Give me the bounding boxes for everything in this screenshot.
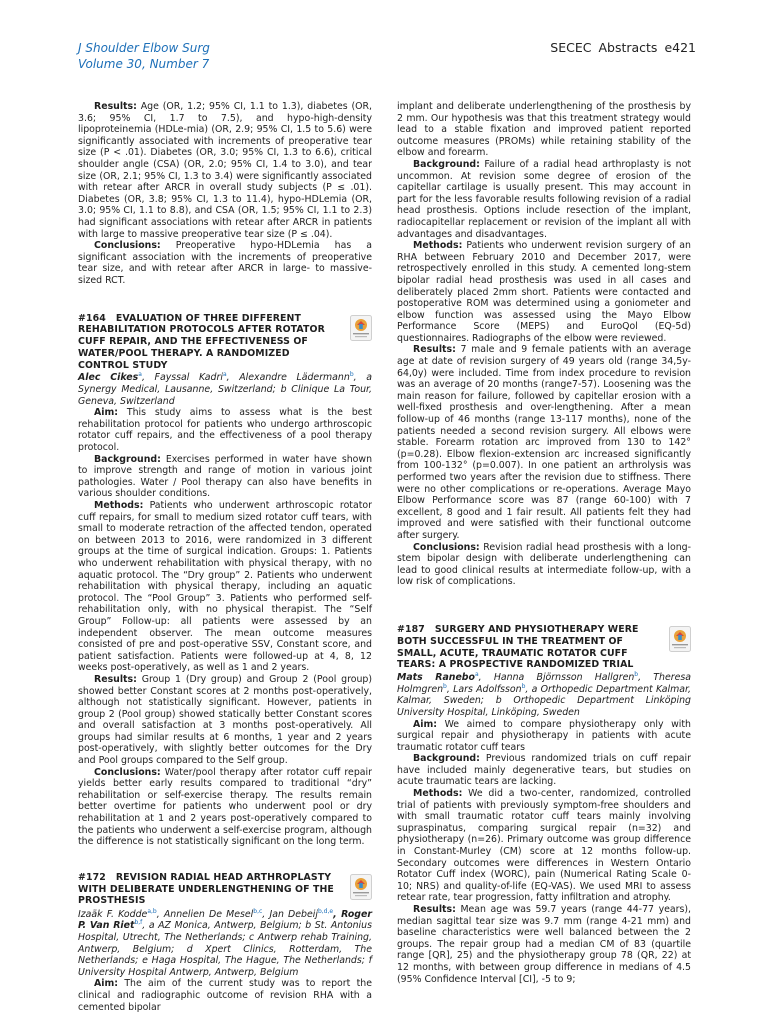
abstract-title-text: EVALUATION OF THREE DIFFERENT REHABILITATION PROTOCOLS AFTER ROTATOR CUFF REPAIR, AND THE EFFECTIVENESS OF WATER/POOL THERAPY. A RANDOMIZED CONTROL STUDY [78, 312, 325, 371]
journal-name[interactable]: J Shoulder Elbow Surg [78, 41, 210, 55]
conclusions-paragraph [78, 767, 372, 848]
abstract-title [78, 872, 336, 907]
methods-text: Patients who underwent revision surgery of an RHA between February 2010 and December 2017, were retrospectively enrolled in this study. A cemented long-stem bipolar radial head prosthesis was used in all cases and deliberately placed 2mm short. Patients were contacted and postoperative ROM was determined using a goniometer and elbow function was assessed using the Mayo Elbow Performance Score (MEPS) and EuroQol (EQ-5d) questionnaires. Radiographs of the elbow were reviewed. [397, 240, 691, 344]
background-text: Exercises performed in water have shown to improve strength and range of motion in various joint pathologies. Water / Pool therapy can also have benefits in various shoulder conditions. [78, 453, 373, 500]
author-name: , Lars Adolfsson [446, 683, 522, 695]
background-paragraph [397, 753, 691, 788]
section-page [550, 40, 696, 56]
results-text: Age (OR, 1.2; 95% CI, 1.1 to 1.3), diabetes (OR, 3.6; 95% CI, 1.7 to 7.5), and hypo-high-density lipoproteinemia (HDLe-mia) (OR, 2.9; 95% CI, 1.5 to 5.6) were significantly associated with increments of preoperative tear size (P < .01). Diabetes (OR, 3.0; 95% CI, 1.3 to 6.6), critical shoulder angle (CSA) (OR, 2.0; 95% CI, 1.4 to 3.0), and tear size (OR, 2.1; 95% CI, 1.3 to 3.4) were significantly associated with retear after ARCR in overall study subjects (P ≤ .01). Diabetes (OR, 3.8; 95% CI, 1.3 to 11.4), hypo-HDLemia (OR, 3.0; 95% CI, 1.1 to 8.8), and CSA (OR, 1.5; 95% CI, 1.1 to 2.3) had significant associations with retear after ARCR in patients with large to massive preoperative tear size (P ≤ .04). [78, 101, 372, 240]
methods-label: Methods: [94, 500, 144, 512]
background-label: Background: [413, 753, 480, 765]
results-paragraph [397, 344, 691, 541]
journal-citation[interactable] [78, 40, 210, 72]
results-paragraph [397, 904, 691, 985]
abstract-164 [78, 313, 372, 848]
affiliations: , a AZ Monica, Antwerp, Belgium; b St. Antonius Hospital, Utrecht, The Netherlands; c Antwerp rehab Training, Antwerp, Belgium; d Xpert Clinics, Rotterdam, The Netherlands; e Haga Hospital, The Hague, The Netherlands; f University Hospital Antwerp, Antwerp, Belgium [78, 920, 372, 978]
background-label: Background: [94, 453, 161, 465]
affiliation-marker: a,b [147, 907, 157, 915]
aim-label: Aim: [94, 978, 118, 990]
background-paragraph [78, 454, 372, 500]
aim-text: The aim of the current study was to report the clinical and radiographic outcome of revision RHA with a cemented bipolar [78, 978, 372, 1013]
aim-label: Aim: [413, 718, 437, 730]
section-name: SECEC Abstracts [550, 40, 658, 55]
abstract-172 [78, 872, 372, 1013]
journal-volume[interactable]: Volume 30, Number 7 [78, 57, 210, 71]
author-name: , Fayssal Kadri [141, 372, 223, 384]
results-text: Group 1 (Dry group) and Group 2 (Pool group) showed better Constant scores at 2 months post-operatively, although not statistically significant. However, patients in group 2 (Pool group) showed statically better Constant scores and overall satisfaction at 3 months post-operatively. All groups had similar results at 6 months, 1 year and 2 years post-operatively, with slightly better outcomes for the Dry and Pool groups compared to the Self group. [78, 673, 373, 767]
author-name: , Hanna Björnsson Hallgren [478, 672, 635, 684]
affiliation-marker: b [349, 371, 354, 379]
results-label: Results: [413, 344, 456, 356]
aim-text: This study aims to assess what is the best rehabilitation protocol for patients who undergo arthroscopic rotator cuff repairs, and the effectiveness of a pool therapy protocol. [78, 407, 372, 454]
background-paragraph [397, 159, 691, 240]
aim-paragraph [397, 719, 691, 754]
conclusions-paragraph [78, 240, 372, 286]
author-name: , Alexandre Lädermann [226, 372, 350, 384]
affiliations: , a Orthopedic Department Kalmar, Kalmar, Sweden; b Orthopedic Department Linköping University Hospital, Linköping, Sweden [397, 683, 691, 718]
background-label: Background: [413, 158, 480, 170]
results-text: 7 male and 9 female patients with an average age at date of revision surgery of 49 years old (range 34,5y-64,0y) were included. Time from index procedure to revision was an average of 20 months (range7-57). Loosening was the main reason for failure, followed by capitellar erosion with a well-fixed prosthesis and over-lengthening. After a mean follow-up of 46 months (range 13-117 months), none of the patients needed a second revision surgery. All elbows were stable. Forearm rotation arc improved from 130 to 142° (p=0.28). Elbow flexion-extension arc increased significantly from 100-132° (p=0.007). In one patient an arthrolysis was performed two years after the revision due to stiffness. There were no other complications or re-operations. Average Mayo Elbow Performance score was 87 (range 60-100) with 7 excellent, 8 good and 1 fair result. All patients felt they had improved and were satisfied with their functional outcome after surgery. [397, 344, 691, 541]
aim-label: Aim: [94, 407, 118, 419]
author-name: , Theresa Holmgren [397, 672, 691, 695]
aim-text: We aimed to compare physiotherapy only with surgical repair and physiotherapy in patients with acute traumatic rotator cuff tears [397, 718, 692, 753]
page-number: e421 [664, 40, 696, 55]
abstract-title-text: REVISION RADIAL HEAD ARTHROPLASTY WITH DELIBERATE UNDERLENGTHENING OF THE PROSTHESIS [78, 871, 334, 907]
background-text: Failure of a radial head arthroplasty is not uncommon. At revision some degree of erosion of the capitellar cartilage is usually present. This may account in part for the less favorable results following revision of a radial head prosthesis. Options include resection of the implant, radiocapitellar replacement or revision of the implant all with advantages and disadvantages. [397, 158, 691, 240]
aim-continued: implant and deliberate underlengthening of the prosthesis by 2 mm. Our hypothesis was that this treatment strategy would lead to a stable fixation and improved patient reported outcome measures (PROMs) while retaining stability of the elbow and forearm. [397, 101, 691, 159]
affiliation-marker: a [474, 671, 479, 678]
affiliation-marker: a [138, 371, 142, 379]
check-for-updates-icon[interactable] [350, 874, 372, 900]
conclusions-paragraph [397, 542, 691, 588]
author-list [397, 672, 691, 718]
methods-label: Methods: [413, 788, 463, 800]
author-name: Alec Cikes [78, 372, 139, 384]
conclusions-label: Conclusions: [94, 240, 161, 252]
aim-paragraph [78, 978, 372, 1013]
results-label: Results: [94, 101, 137, 112]
check-for-updates-icon[interactable] [669, 626, 691, 652]
conclusions-text: Revision radial head prosthesis with a long-stem bipolar design with deliberate underlengthening can lead to good clinical results at intermediate follow-up, with a low risk of complications. [397, 541, 691, 588]
affiliation-marker: b [443, 682, 447, 690]
author-name: Izaäk F. Kodde [78, 908, 148, 920]
running-head [78, 40, 696, 80]
methods-label: Methods: [413, 240, 463, 252]
background-text: Previous randomized trials on cuff repair have included mainly degenerative tears, but studies on acute traumatic tears are lacking. [397, 753, 692, 788]
methods-paragraph [78, 500, 372, 674]
abstract-title [397, 624, 655, 671]
check-for-updates-icon[interactable] [350, 315, 372, 341]
conclusions-text: Water/pool therapy after rotator cuff repair yields better early results compared to traditional “dry” rehabilitation or self-exercise therapy. The results remain better overtime for patients who underwent pool or dry rehabilitation at 1 and 2 years post-operatively compared to the patients who underwent a self-exercise program, although the difference is not statistically significant on the long term. [78, 766, 372, 848]
results-label: Results: [94, 673, 137, 685]
affiliation-marker: b,d,e [317, 907, 334, 915]
methods-text: Patients who underwent arthroscopic rotator cuff repairs, for small to medium sized rotator cuff tears, with small to moderate retraction of the affected tendon, operated on between 2013 to 2016, were randomized in 3 different groups at the time of surgical indication. Groups: 1. Patients who underwent rehabilitation with physical therapy, with no aquatic protocol. The “Dry group” 2. Patients who underwent rehabilitation with physical therapy, including an aquatic protocol. The “Pool Group” 3. Patients who performed self-rehabilitation only, with no physical therapist. The “Self Group” Follow-up: all patients were assessed by an independent observer. The mean outcome measures consisted of pre and post-operative SSV, Constant score, and patient satisfaction. Patients were followed-up at 4, 8, 12 weeks post-operatively, as well as 1 and 2 years. [78, 500, 372, 674]
right-column [397, 101, 692, 985]
abstract-187 [397, 624, 691, 985]
affiliation-marker: b,c [253, 907, 263, 915]
abstract-title [78, 313, 336, 372]
left-column [78, 101, 373, 1013]
author-list [78, 909, 372, 979]
abstract-172-continued [397, 101, 691, 588]
affiliations: , a Synergy Medical, Lausanne, Switzerland; b Clinique La Tour, Geneva, Switzerland [78, 372, 372, 407]
affiliation-marker: b,f [134, 919, 143, 927]
conclusions-text: Preoperative hypo-HDLemia has a significant association with the increments of preoperative tear size, and with retear after ARCR in large- to massive-sized RCT. [78, 240, 372, 286]
author-name: , Annelien De Mesel [156, 908, 254, 920]
methods-paragraph [397, 240, 691, 344]
abstract-title-text: SURGERY AND PHYSIOTHERAPY WERE BOTH SUCCESSFUL IN THE TREATMENT OF SMALL, ACUTE, TRAUMATIC ROTATOR CUFF TEARS: A PROSPECTIVE RANDOMIZED TRIAL [397, 623, 639, 671]
previous-abstract-tail [78, 101, 372, 287]
affiliation-marker: b [634, 671, 639, 678]
results-label: Results: [413, 904, 456, 915]
conclusions-label: Conclusions: [94, 766, 161, 778]
abstract-number: #172 [78, 871, 106, 883]
abstract-header [397, 624, 691, 671]
author-list [78, 372, 372, 407]
results-paragraph [78, 674, 372, 767]
abstract-header [78, 872, 372, 908]
conclusions-label: Conclusions: [413, 541, 480, 553]
author-name: , Jan Debeij [262, 908, 318, 920]
author-name: Mats Ranebo [397, 672, 475, 684]
results-text: Mean age was 59.7 years (range 44-77 years), median sagittal tear size was 9.7 mm (range 4-21 mm) and baseline characteristics were well balanced between the 2 groups. The repair group had a median CM of 83 (quartile range [QR], 25) and the physiotherapy group 78 (QR, 22) at 12 months, with between group difference in medians of 4.5 (95% Confidence Interval [CI], -5 to 9; [397, 904, 691, 985]
abstract-number: #164 [78, 312, 106, 324]
methods-text: We did a two-center, randomized, controlled trial of patients with previously symptom-free shoulders and with small traumatic rotator cuff tears mainly involving supraspinatus, comparing surgical repair (n=32) and physiotherapy (n=26). Primary outcome was group difference in Constant-Murley (CM) score at 12 months follow-up. Secondary outcomes were differences in Western Ontario Rotator Cuff index (WORC), pain (Numerical Rating Scale 0-10; NRS) and quality-of-life (EQ-VAS). We used MRI to assess retear rate, tear progression, fatty infiltration and atrophy. [397, 788, 691, 904]
affiliation-marker: b [521, 682, 526, 690]
abstract-header [78, 313, 372, 372]
aim-paragraph [78, 407, 372, 453]
affiliation-marker: a [222, 371, 227, 379]
results-paragraph [78, 101, 372, 240]
author-name: , Roger P. Van Riet [78, 908, 372, 932]
abstract-number: #187 [397, 623, 425, 635]
methods-paragraph [397, 788, 691, 904]
